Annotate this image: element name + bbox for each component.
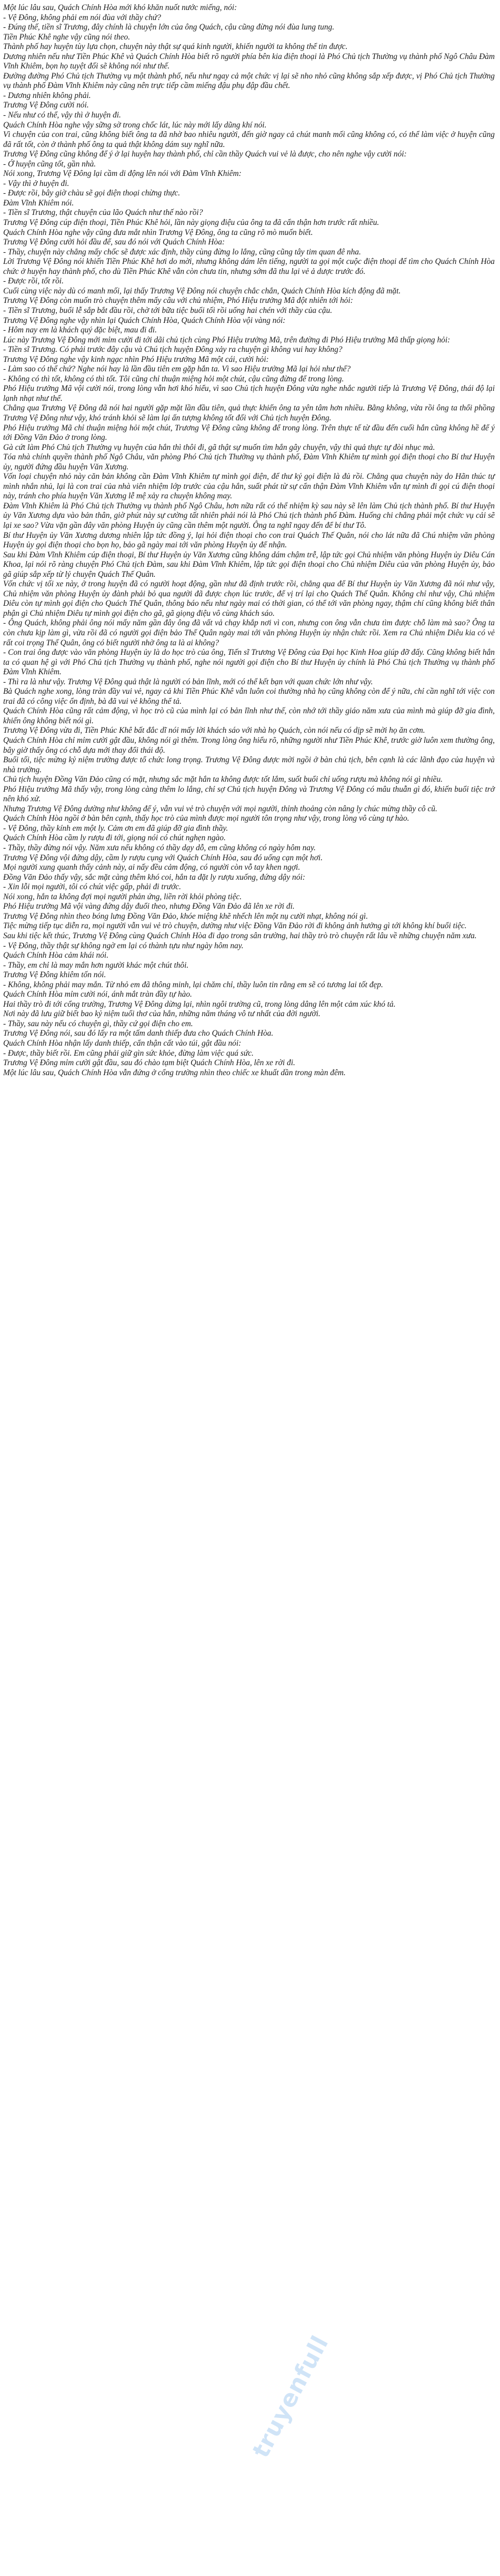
paragraph: Đàm Vĩnh Khiêm nói.: [3, 198, 74, 208]
paragraph: - Thầy, chuyện này chẳng mấy chốc sẽ được xác định, thầy cùng đừng lo lắng, cũng cũng tây tim quan đê nha.: [3, 247, 361, 257]
paragraph: Nói xong, hắn ta không đợi mọi người phản ứng, liền rời khỏi phòng tiệc.: [3, 892, 242, 901]
paragraph: Trương Vệ Đông khiêm tốn nói.: [3, 970, 106, 980]
paragraph: Đàm Vĩnh Khiêm là Phó Chủ tịch Thường vụ thành phố Ngô Châu, hơn nữa rất có thể nhiệm kỳ sau này sẽ lên làm Chủ tịch thành phố. Bí thư Huyện ủy Văn Xương dựa vào bản thân, giờ phút này sự cường tất nhiên phải nói là Phó Chủ tịch thành phố Đàm. Huống chi chẳng phải một chức vụ cải sẽ lại xe sao? Vừa vặn gần đây văn phòng Huyện ủy cũng cần thêm một người. Ông ta nghĩ ngay đến để bí thư Tô.: [3, 501, 495, 530]
paragraph: - Con trai ông được vào văn phòng Huyện ủy là do học trò của ông, Tiến sĩ Trương Vệ Đông của Đại học Kinh Hoa giúp đỡ đấy. Cũng không biết hắn ta có quan hệ gì với Phó Chủ tịch Thường vụ thành phố, nghe nói người gọi điện cho Bí thư Huyện ủy chính là Phó Chủ tịch Thường vụ thành phố Đàm Vĩnh Khiêm.: [3, 648, 495, 677]
paragraph: Nơi này đã lưu giữ biết bao kỷ niệm tuổi thơ của hắn, những năm tháng vô tư nhất của đời người.: [3, 1009, 321, 1019]
paragraph: Phó Hiệu trưởng Mã vội vàng đứng dậy đuổi theo, nhưng Đồng Văn Đảo đã lên xe rời đi.: [3, 902, 295, 911]
paragraph: - Dương nhiên không phải.: [3, 91, 91, 100]
paragraph: Buổi tối, tiệc mừng kỷ niệm trường được tổ chức long trọng. Trương Vệ Đông được mời ngồi ở bàn chủ tịch, bên cạnh là các lãnh đạo của huyện và nhà trường.: [3, 755, 495, 774]
paragraph: Chủ tịch huyện Đồng Văn Đảo cũng có mặt, nhưng sắc mặt hắn ta không được tốt lắm, suốt buổi chỉ uống rượu mà không nói gì nhiều.: [3, 775, 443, 784]
paragraph: Trương Vệ Đông cười nói.: [3, 101, 89, 110]
paragraph: Trương Vệ Đông nói, sau đó lấy ra một tấm danh thiếp đưa cho Quách Chính Hòa.: [3, 1029, 274, 1038]
paragraph: Vì chuyện của con trai, cũng không biết ông ta đã nhờ bao nhiêu người, đến giờ ngay cả chút manh mối cũng không có, có thể làm việc ở huyện cũng đã rất tốt, còn ở thành phố ông ta quả thật không dám suy nghĩ nữa.: [3, 130, 495, 149]
paragraph: - Thầy, sau này nếu có chuyện gì, thầy cứ gọi điện cho em.: [3, 1019, 193, 1028]
paragraph: - Ở huyện cũng tốt, gần nhà.: [3, 159, 96, 169]
paragraph: Trương Vệ Đông nghe vậy kinh ngạc nhìn Phó Hiệu trưởng Mã một cái, cười hỏi:: [3, 355, 269, 364]
paragraph: - Được rồi, bây giờ chàu sẽ gọi điện thoại chừng thực.: [3, 189, 181, 198]
paragraph: - Nếu như có thể, vậy thì ở huyện đi.: [3, 111, 121, 120]
paragraph: Quách Chính Hòa cầm ly rượu đi tới, giọng nói có chút nghẹn ngào.: [3, 833, 226, 843]
paragraph: Tóa nhà chính quyền thành phố Ngô Châu, văn phòng Phó Chủ tịch Thường vụ thành phố, Đàm Vĩnh Khiêm tự mình gọi điện thoại cho Bí thư Huyện ủy, người đứng đầu huyện Văn Xương.: [3, 453, 495, 471]
paragraph: - Được rồi, tốt rồi.: [3, 277, 64, 286]
paragraph: - Vệ Đông, thầy thật sự không ngờ em lại có thành tựu như ngày hôm nay.: [3, 941, 244, 950]
paragraph: - Không có thì tốt, không có thì tốt. Tôi cũng chỉ thuận miệng hỏi một chút, cậu cũng đừng để trong lòng.: [3, 374, 344, 384]
paragraph: Quách Chính Hòa nghe vậy cũng đưa mắt nhìn Trương Vệ Đông, ông ta cũng rõ mò muốn biết.: [3, 228, 313, 237]
paragraph: Lời Trương Vệ Đông nói khiến Tiền Phúc Khê hơi do mời, nhưng không dám lên tiếng, người ta gọi một cuộc điện thoại để tìm cho Quách Chính Hòa chức ở huyện hay thành phố, cho dù Tiền Phúc Khê vẫn còn chưa tin, nhưng sớm đã thu lại vẻ ả dược trước đó.: [3, 257, 495, 276]
paragraph: Trương Vệ Đông mỉm cười gật đầu, sau đó chào tạm biệt Quách Chính Hòa, lên xe rời đi.: [3, 1058, 295, 1068]
paragraph: Bí thư Huyện ủy Văn Xương dương nhiên lập tức đồng ý, lại hỏi điện thoại cho con trai Quách Thế Quân, nói cho lát nữa đã Chú nhiệm văn phòng Huyện ủy gọi điện thoại cho bọn họ, bảo gã ngày mai tới văn phòng Huyện ủy để nhận.: [3, 530, 495, 550]
paragraph: - Tiền sĩ Trương, thật chuyện của lão Quách như thế nào rồi?: [3, 208, 203, 218]
paragraph: Tiệc mừng tiếp tục diễn ra, mọi người vẫn vui vẻ trò chuyện, dường như việc Đồng Văn Đảo rời đi không ảnh hưởng gì tới không khí buổi tiệc.: [3, 921, 467, 931]
watermark: truyenfull: [247, 2331, 334, 2462]
paragraph: Trương Vệ Đông còn muốn trò chuyện thêm mấy câu với chủ nhiệm, Phó Hiệu trưởng Mã đột nhiên tới hỏi:: [3, 296, 353, 306]
paragraph: Gà cứt làm Phó Chủ tịch Thường vụ huyện của hắn thì thôi đi, gã thật sự muốn tìm hắn gây chuyện, vậy thì quả thực tự đòi nhục mà.: [3, 443, 435, 452]
paragraph: Trương Vệ Đông cúp điện thoại, Tiền Phúc Khê hỏi, lần này giọng điệu của ông ta đã cẩn thận hơn trước rất nhiều.: [3, 218, 379, 228]
paragraph: - Thầy, em chỉ là may mắn hơn người khác một chút thôi.: [3, 960, 189, 970]
paragraph: - Vậy thì ở huyện đi.: [3, 179, 69, 188]
paragraph: - Tiền sĩ Trương, buổi lễ sắp bắt đầu rồi, chờ tới bữa tiệc buổi tối rồi uống hai chén với thầy của cậu.: [3, 306, 333, 315]
paragraph: Phó Hiệu trưởng Mã vội cười nói, trong lòng vẫn hơi khó hiểu, vì sao Chủ tịch huyện Đông vừa nghe nhắc người tiếp là Trương Vệ Đông, thái độ lại lạnh nhạt như thế.: [3, 384, 495, 403]
paragraph: Trương Vệ Đông nghe vậy nhìn lại Quách Chính Hòa, Quách Chính Hòa vội vàng nói:: [3, 316, 286, 325]
paragraph: - Làm sao có thể chứ? Nghe nói hay là lần đầu tiên em gặp hắn ta. Vì sao Hiệu trưởng Mã lại hỏi như thế?: [3, 365, 351, 374]
paragraph: Vốn chức vị tối xe này, ở trong huyện đã có người hoạt động, gần như đã định trước rồi, chẳng qua để Bí thư Huyện ủy Văn Xương đã nói như vậy, Chủ nhiệm văn phòng Huyện ủy đành phải bỏ qua người đã được chọn lúc trước, để vị trí lại cho Quách Thế Quân. Không chỉ như vậy, Chủ nhiệm Diêu còn tự mình gọi điện cho Quách Thế Quân, thông báo nếu như ngày mai có thời gian, có thể tới văn phòng ngay, thậm chí cũng không biết thân phận gì Chủ nhiệm Diêu tự mình gọi điện cho gã, gã giọng điệu vô cùng khách sáo.: [3, 579, 495, 618]
paragraph: Trương Vệ Đông vội đứng dậy, cầm ly rượu cụng với Quách Chính Hòa, sau đó uống cạn một hơi.: [3, 853, 323, 862]
paragraph: Hai thầy trò đi tới cổng trường, Trương Vệ Đông dừng lại, nhìn ngôi trường cũ, trong lòng dâng lên một cảm xúc khó tả.: [3, 999, 396, 1009]
paragraph: Một lúc lâu sau, Quách Chính Hòa vẫn đứng ở cổng trường nhìn theo chiếc xe khuất dần trong màn đêm.: [3, 1068, 346, 1077]
paragraph: Vốn loại chuyện nhỏ này căn bản không cần Đàm Vĩnh Khiêm tự mình gọi điện, để thư ký gọi điện là đủ rồi. Chẳng qua chuyện này do Hãn thúc tự mình nhắn nhủ, lại là con trai của nhà viên nhiệm lớp trước của cậu hắn, suất phát từ sự cẩn thận Đàm Vĩnh Khiêm vẫn tự mình đi gọi cú điện thoại này, tránh cho phía huyện Văn Xương lễ mệ xảy ra chuyện không may.: [3, 472, 495, 501]
paragraph: - Vệ Đông, không phải em nói đùa với thầy chứ?: [3, 13, 161, 22]
paragraph: - Tiền sĩ Trương. Có phải trước đây cậu và Chú tịch huyện Đông xảy ra chuyện gì không vui hay không?: [3, 345, 343, 355]
paragraph: - Xin lỗi mọi người, tôi có chút việc gấp, phải đi trước.: [3, 882, 181, 892]
paragraph: Quách Chính Hòa chỉ mỉm cười gật đầu, không nói gì thêm. Trong lòng ông hiểu rõ, những người như Tiền Phúc Khê, trước giờ luôn xem thường ông, bây giờ thấy ông có chỗ dựa mới thay đổi thái độ.: [3, 736, 495, 755]
paragraph: Mọi người xung quanh thấy cảnh này, ai nấy đều cảm động, có người còn vỗ tay khen ngợi.: [3, 863, 301, 872]
paragraph: Nhưng Trương Vệ Đông dường như không để ý, vẫn vui vẻ trò chuyện với mọi người, thỉnh thoảng còn nâng ly chúc mừng thầy cô cũ.: [3, 804, 437, 813]
paragraph: - Không, không phải may mắn. Từ nhỏ em đã thông minh, lại chăm chỉ, thầy luôn tin rằng em sẽ có tương lai tốt đẹp.: [3, 980, 383, 989]
paragraph: Phó Hiệu trưởng Mã chỉ thuận miệng hỏi một chút, Trương Vệ Đông cũng không để trong lòng. Trên thực tế từ đầu đến cuối hắn cũng không hề để ý tới Đồng Văn Đảo ở trong lòng.: [3, 423, 495, 443]
paragraph: - Đúng thế, tiền sĩ Trương, đây chính là chuyện lớn của ông Quách, cậu cũng đừng nói đùa lung tung.: [3, 23, 335, 32]
paragraph: Cuối cùng việc này dù có manh mối, lại thấy Trương Vệ Đông nói chuyện chắc chắn, Quách Chính Hòa kích động đã mặt.: [3, 286, 401, 296]
paragraph: Sau khi Đàm Vĩnh Khiêm cúp điện thoại, Bí thư Huyện ủy Văn Xương cũng không dám chậm trễ, lập tức gọi Chủ nhiệm văn phòng Huyện ủy Diêu Cán Khoa, lại nói rõ ràng chuyện Phó Chủ tịch Đàm, sau khi Đàm Vĩnh Khiêm, lập tức gọi điện thoại cho Chủ nhiệm Diêu của văn phòng Huyện ủy, bảo gã giúp sắp xếp từ lý chuyện Quách Thế Quân.: [3, 550, 495, 579]
paragraph: Đường đường Phó Chủ tịch Thường vụ một thành phố, nếu như ngay cả một chức vị lại sẽ nho nhỏ cũng không sắp xếp được, vị Phó Chủ tịch Thường vụ thành phố Đàm Vĩnh Khiêm này cũng nên trực tiếp cầm miếng đậu phụ đập đầu chết.: [3, 71, 495, 91]
paragraph: - Được, thầy biết rồi. Em cũng phải giữ gìn sức khỏe, đừng làm việc quá sức.: [3, 1048, 254, 1058]
paragraph: Thành phố hay huyện tùy lựa chọn, chuyện này thật sự quá kinh người, khiến người ta không thể tin được.: [3, 42, 348, 52]
paragraph: - Thì ra là như vậy. Trương Vệ Đông quả thật là người có bản lĩnh, mới có thể kết bạn với quan chức lớn như vậy.: [3, 677, 373, 686]
paragraph: Nói xong, Trương Vệ Đông lại cầm di động lên nói với Đàm Vĩnh Khiêm:: [3, 169, 242, 179]
paragraph: Quách Chính Hòa cũng rất cảm động, vì học trò cũ của mình lại có bản lĩnh như thế, còn nhớ tới thầy giáo năm xưa của mình mà giúp đỡ gia đình, khiến ông không biết nói gì.: [3, 706, 495, 725]
paragraph: Tiền Phúc Khê nghe vậy cũng nói theo.: [3, 32, 131, 42]
paragraph: Chẳng qua Trương Vệ Đông đã nói hai người gặp mặt lần đầu tiên, quả thực khiến ông ta yên tâm hơn nhiều. Bằng không, vừa rồi ông ta thổi phồng Trương Vệ Đông như vậy, khó tránh khỏi sẽ làm lại ấn tượng không tốt đối với Chủ tịch huyện Đông.: [3, 404, 495, 422]
paragraph: - Vệ Đông, thầy kính em một ly. Cảm ơn em đã giúp đỡ gia đình thầy.: [3, 823, 228, 833]
paragraph: Bà Quách nghe xong, lòng tràn đầy vui vẻ, ngay cả khi Tiền Phúc Khê vẫn luôn coi thường nhà họ cũng không còn để ý nữa, chỉ cần nghĩ tới việc con trai đã có công việc ổn định, bà đã vui vẻ không thể tả.: [3, 687, 495, 706]
paragraph: Quách Chính Hòa cảm khái nói.: [3, 951, 109, 960]
paragraph: Quách Chính Hòa mỉm cười nói, ánh mắt tràn đầy tự hào.: [3, 990, 192, 999]
paragraph: Trương Vệ Đông nhìn theo bóng lưng Đồng Văn Đảo, khóe miệng khẽ nhếch lên một nụ cười nhạt, không nói gì.: [3, 911, 368, 921]
paragraph: Lúc này Trương Vệ Đông mới mỉm cười đi tới dãi chủ tịch cùng Phó Hiệu trưởng Mã, trên đường đi Phó Hiệu trưởng Mã thấp giọng hỏi:: [3, 335, 451, 345]
paragraph: Quách Chính Hòa nghe vậy sững sờ trong chốc lát, lúc này mới lấy dũng khí nói.: [3, 120, 267, 130]
paragraph: Trương Vệ Đông cười hỏi đầu để, sau đó nói với Quách Chính Hòa:: [3, 238, 225, 247]
paragraph: Một lúc lâu sau, Quách Chính Hòa mới khó khăn nuốt nước miếng, nói:: [3, 3, 237, 12]
paragraph: - Thầy, thầy đừng nói vậy. Năm xưa nếu không có thầy dạy dỗ, em cũng không có ngày hôm nay.: [3, 843, 316, 853]
paragraph: - Ông Quách, không phải ông nói mấy năm gần đây ông đã vất vả chạy khắp nơi vì con, nhưng con ông vẫn chưa tìm được chỗ làm mà sao? Ông ta còn chưa kịp làm gì, vừa rồi đã có người gọi điện bảo Thế Quân ngày mai tới văn phòng Huyện ủy nhận chức rồi. Xem ra Chủ nhiệm Diêu kia có vẻ rất coi trọng Thế Quân, ông có biết người nhờ ông ta là ai không?: [3, 618, 495, 647]
paragraph: Sau khi tiệc kết thúc, Trương Vệ Đông cùng Quách Chính Hòa đi dạo trong sân trường, hai thầy trò trò chuyện rất lâu về những chuyện năm xưa.: [3, 931, 477, 940]
paragraph: Trương Vệ Đông vừa đi, Tiền Phúc Khê bất đắc dĩ nói mấy lời khách sáo với nhà họ Quách, còn nói nếu có dịp sẽ mời họ ăn cơm.: [3, 726, 425, 735]
paragraph: Dương nhiên nếu như Tiền Phúc Khê và Quách Chính Hòa biết rõ người phía bên kia điện thoại là Phó Chủ tịch Thường vụ thành phố Ngô Châu Đàm Vĩnh Khiêm, bọn họ tuyệt đối sẽ không nói như thế.: [3, 52, 495, 71]
paragraph: Quách Chính Hòa ngồi ở bàn bên cạnh, thấy học trò của mình được mọi người tôn trọng như vậy, trong lòng vô cùng tự hào.: [3, 814, 409, 823]
paragraph: - Hôm nay em là khách quý đặc biệt, mau đi đi.: [3, 326, 157, 335]
paragraph: Trương Vệ Đông cũng không để ý ở lại huyện hay thành phố, chỉ cần thầy Quách vui vẻ là được, cho nên nghe vậy cười nói:: [3, 150, 407, 159]
paragraph: Đồng Văn Đảo thấy vậy, sắc mặt càng thêm khó coi, hắn ta đặt ly rượu xuống, đứng dậy nói:: [3, 872, 305, 882]
paragraph: Phó Hiệu trưởng Mã thấy vậy, trong lòng càng thêm lo lắng, chỉ sợ Chủ tịch huyện Đông và Trương Vệ Đông có mâu thuẫn gì đó, khiến buổi tiệc trở nên khó xử.: [3, 784, 495, 804]
paragraph: Quách Chính Hòa nhận lấy danh thiếp, cẩn thận cất vào túi, gật đầu nói:: [3, 1038, 242, 1048]
